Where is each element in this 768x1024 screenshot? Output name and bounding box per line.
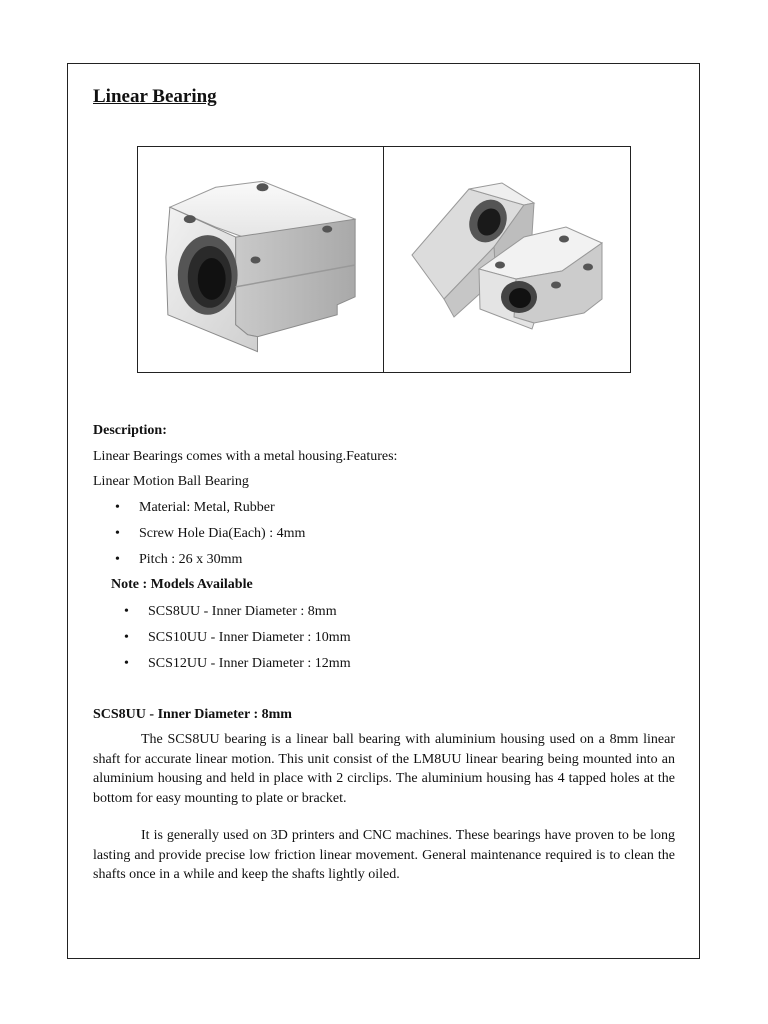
bearing-block-photo [138,147,384,372]
model-text: SCS8UU - Inner Diameter : 8mm [148,604,337,619]
section-paragraph-1: The SCS8UU bearing is a linear ball bearing with aluminium housing used on a 8mm linear shaft for accurate linear motion. This unit consist of the LM8UU linear bearing being mounted into an aluminium housing and held in place with 2 circlips. The aluminium housing has 4 tapped holes at the bottom for easy mounting to plate or bracket. [93,732,675,806]
section-heading: SCS8UU - Inner Diameter : 8mm [93,707,292,722]
description-line-1: Linear Bearings comes with a metal housing.Features: [93,449,398,464]
feature-text: Material: Metal, Rubber [139,500,275,515]
bearing-block-icon [138,147,383,372]
bullet-icon: • [115,526,120,541]
bullet-icon: • [124,630,129,645]
bullet-icon: • [124,656,129,671]
description-heading: Description: [93,423,167,438]
bullet-icon: • [115,500,120,515]
page-title: Linear Bearing [93,86,217,107]
bearing-pair-photo [384,147,630,372]
section-paragraph-2: It is generally used on 3D printers and CNC machines. These bearings have proven to be long lasting and provide precise low friction linear movement. General maintenance required is to clean the shafts once in a while and keep the shafts lightly oiled. [93,828,675,882]
feature-text: Screw Hole Dia(Each) : 4mm [139,526,306,541]
bearing-pair-icon [384,147,630,372]
description-line-2: Linear Motion Ball Bearing [93,474,249,489]
model-text: SCS12UU - Inner Diameter : 12mm [148,656,351,671]
bullet-icon: • [124,604,129,619]
feature-text: Pitch : 26 x 30mm [139,552,243,567]
note-heading: Note : Models Available [111,577,253,592]
image-table [137,146,631,373]
model-text: SCS10UU - Inner Diameter : 10mm [148,630,351,645]
bullet-icon: • [115,552,120,567]
